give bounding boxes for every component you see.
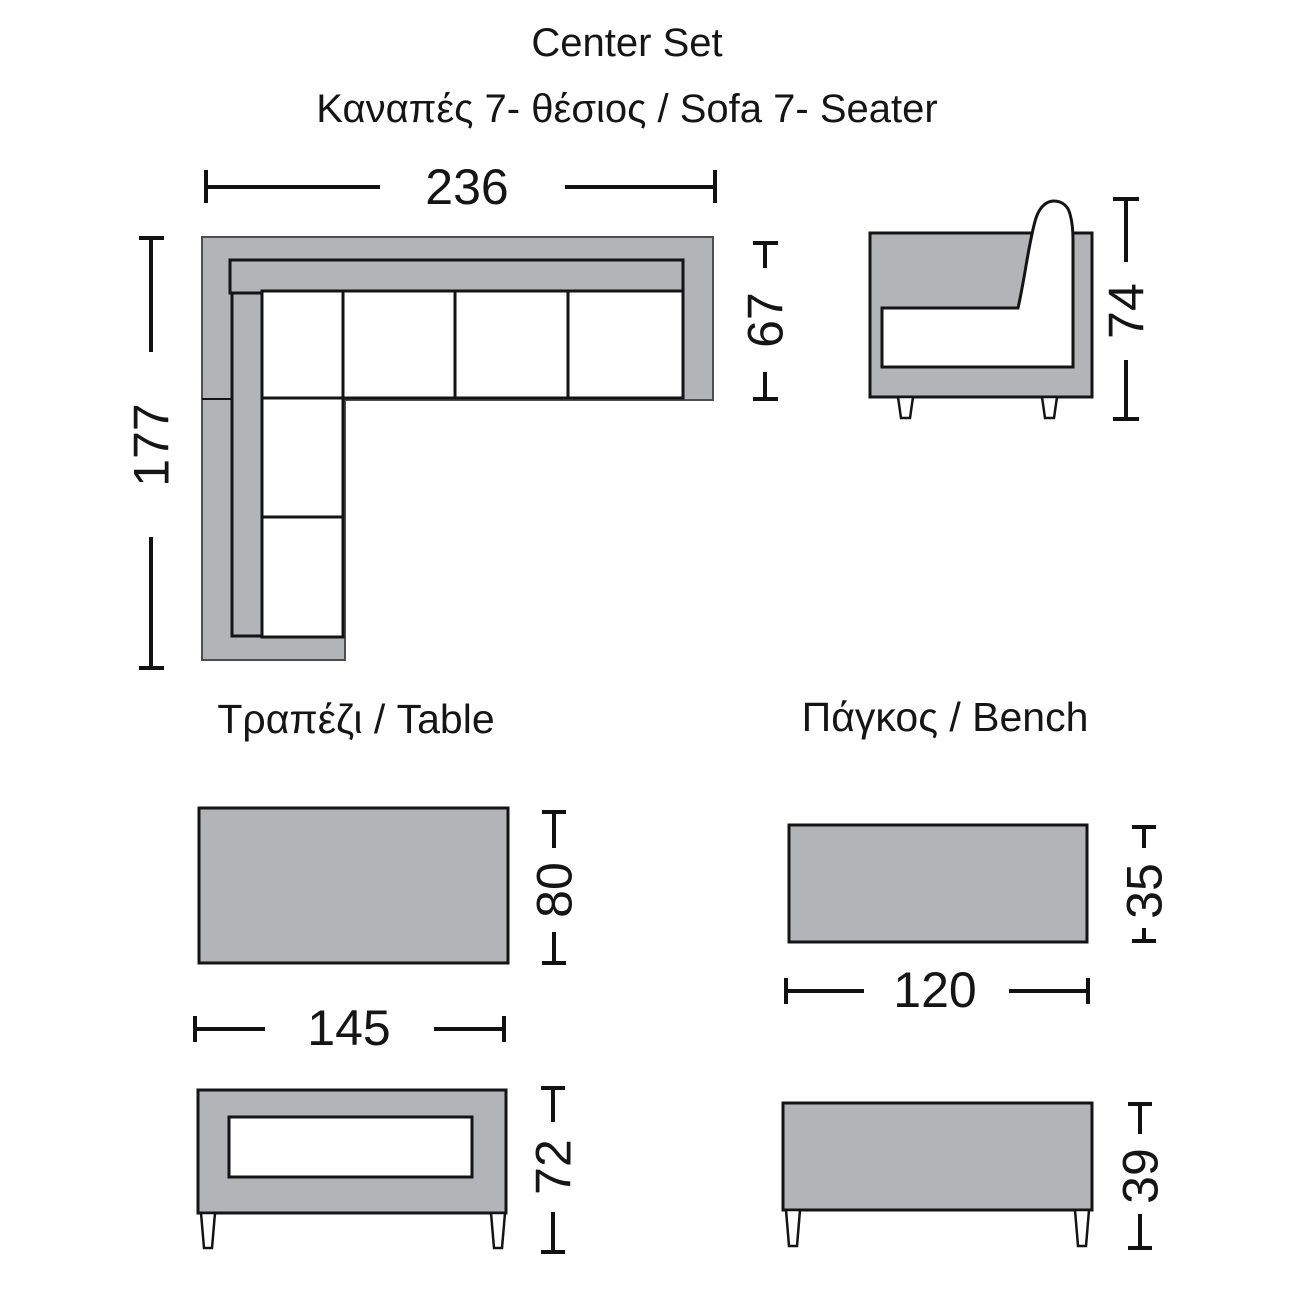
sofa-plan-cushion [262,398,343,517]
dim-sofa-depth [124,238,180,668]
sofa-plan-cushion [343,291,455,398]
bench-leg [1075,1210,1089,1246]
dim-table-height [526,1088,582,1252]
page-subtitle: Καναπές 7- θέσιος / Sofa 7- Seater [316,87,938,131]
dim-table-width [195,1000,504,1056]
table-leg [201,1213,215,1248]
dim-sofa-height [1099,199,1155,419]
dim-sofa-width-value: 236 [425,159,509,215]
dim-bench-depth [1117,827,1173,941]
dim-table-depth [527,812,583,963]
dim-sofa-height-value: 74 [1098,283,1155,339]
dim-bench-depth-value: 35 [1116,863,1173,919]
sofa-plan-cushion [262,517,343,637]
sofa-plan-cushion [568,291,683,398]
table-section-label: Τραπέζι / Table [217,696,495,742]
dim-sofa-seat-depth-value: 67 [737,292,794,348]
bench-front-body [783,1103,1092,1210]
dim-table-depth-value: 80 [526,862,583,918]
bench-section-label: Πάγκος / Bench [801,694,1089,740]
dim-table-width-value: 145 [307,1000,391,1056]
sofa-plan-cushion [455,291,568,398]
dim-table-height-value: 72 [525,1139,582,1195]
dim-sofa-depth-value: 177 [123,403,180,487]
table-leg [491,1213,505,1248]
page-title: Center Set [531,21,723,65]
table-front-view [198,1090,506,1248]
bench-top-view [789,825,1087,942]
sofa-side-leg [898,397,913,418]
dim-sofa-width [206,159,715,215]
dim-sofa-seat-depth [738,243,794,399]
sofa-plan-corner-cushion [262,291,343,398]
sofa-plan-view [202,237,713,660]
dim-bench-height [1113,1104,1169,1248]
dim-bench-width [786,962,1088,1018]
sofa-plan-backrest-vertical [232,260,263,636]
table-front-shelf-opening [229,1117,472,1177]
sofa-side-view [870,201,1092,418]
sofa-side-leg [1042,397,1057,418]
dim-bench-width-value: 120 [893,962,977,1018]
table-top-view [199,808,508,963]
bench-leg [786,1210,800,1246]
sofa-plan-backrest-horizontal [230,260,683,293]
dim-bench-height-value: 39 [1112,1148,1169,1204]
bench-front-view [783,1103,1092,1246]
